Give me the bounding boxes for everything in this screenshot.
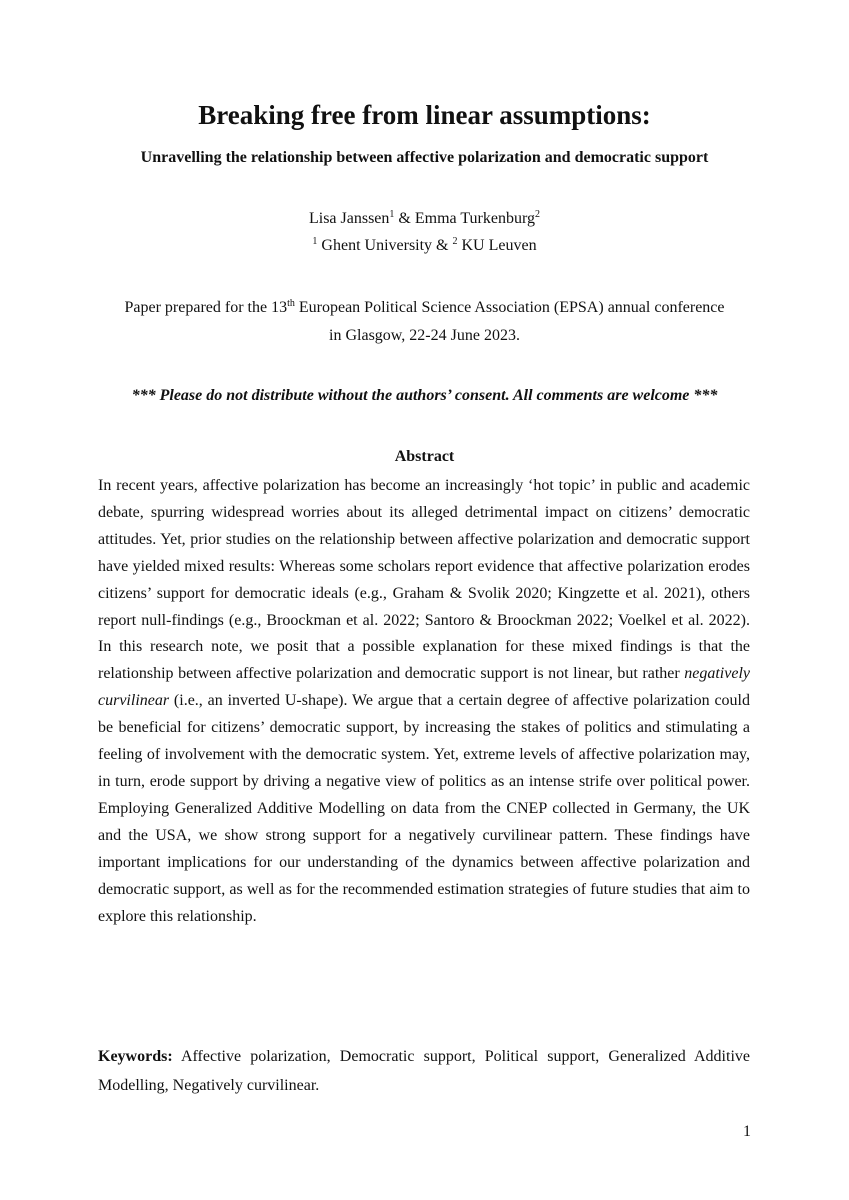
conference-line-2: in Glasgow, 22-24 June 2023. <box>329 327 520 344</box>
author-2-name: Emma Turkenburg <box>414 210 536 227</box>
author-1-name: Lisa Janssen <box>308 210 390 227</box>
conference-line-1-start: Paper prepared for the 13 <box>124 299 288 316</box>
conference-line-1-end: European Political Science Association (EPSA) annual conference <box>294 299 725 316</box>
affiliation-2: KU Leuven <box>457 237 537 254</box>
paper-subtitle: Unravelling the relationship between affective polarization and democratic support <box>140 149 709 166</box>
conference-note <box>60 294 789 350</box>
author-connector: & <box>394 210 415 227</box>
abstract-italic-term: negatively curvilinear <box>98 665 750 710</box>
keywords-list: Affective polarization, Democratic support, Political support, Generalized Additive Modelling, Negatively curvilinear. <box>98 1048 750 1094</box>
abstract-text-part-2: (i.e., an inverted U-shape). We argue that a certain degree of affective polarization could be beneficial for citizens’ democratic support, by increasing the stakes of politics and stimulating a feeling of involvement with the democratic system. Yet, extreme levels of affective polarization may, in turn, erode support by driving a negative view of politics as an intense strife over political power. Employing Generalized Additive Modelling on data from the CNEP collected in Germany, the UK and the USA, we show strong support for a negatively curvilinear pattern. These findings have important implications for our understanding of the dynamics between affective polarization and democratic support, as well as for the recommended estimation strategies of future studies that aim to explore this relationship. <box>98 692 750 925</box>
abstract-text-part-1: In recent years, affective polarization has become an increasingly ‘hot topic’ in public and academic debate, spurring widespread worries about its alleged detrimental impact on citizens’ democratic attitudes. Yet, prior studies on the relationship between affective polarization and democratic support have yielded mixed results: Whereas some scholars report evidence that affective polarization erodes citizens’ support for democratic ideals (e.g., Graham & Svolik 2020; Kingzette et al. 2021), others report null-findings (e.g., Broockman et al. 2022; Santoro & Broockman 2022; Voelkel et al. 2022). In this research note, we posit that a possible explanation for these mixed findings is that the relationship between affective polarization and democratic support is not linear, but rather <box>98 477 750 683</box>
distribution-notice: *** Please do not distribute without the authors’ consent. All comments are welcome *** <box>131 387 718 404</box>
abstract-body <box>98 473 750 930</box>
affiliation-1-mark: 1 <box>312 236 318 247</box>
author-names <box>60 205 789 232</box>
author-block <box>60 205 789 259</box>
author-affiliations <box>60 232 789 259</box>
author-1-affiliation-mark: 1 <box>389 209 395 220</box>
author-2-affiliation-mark: 2 <box>535 209 541 220</box>
conference-ordinal: th <box>287 298 295 309</box>
conference-line-1 <box>60 294 789 322</box>
affiliation-2-mark: 2 <box>452 236 458 247</box>
keywords-paragraph <box>98 1042 750 1100</box>
keywords-label: Keywords: <box>98 1048 173 1065</box>
page-number: 1 <box>743 1123 751 1140</box>
affiliation-1: Ghent University & <box>317 237 453 254</box>
paper-title: Breaking free from linear assumptions: <box>198 100 651 130</box>
abstract-heading: Abstract <box>394 448 455 465</box>
